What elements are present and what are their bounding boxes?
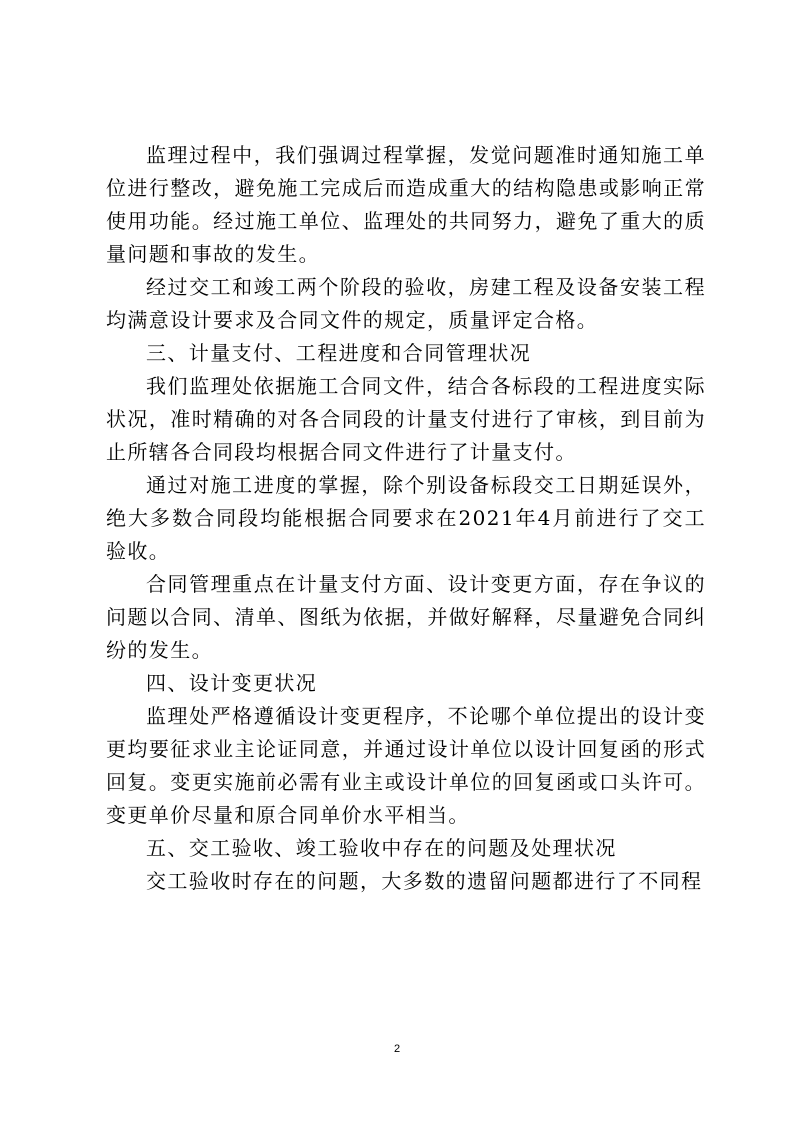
- paragraph-design-change-procedure: 监理处严格遵循设计变更程序，不论哪个单位提出的设计变更均要征求业主论证同意，并通过设计单位以设计回复函的形式回复。变更实施前必需有业主或设计单位的回复函或口头许可。变更单价尽量和原合同单价水平相当。: [106, 704, 706, 827]
- paragraph-acceptance-issues: 交工验收时存在的问题，大多数的遗留问题都进行了不同程: [146, 869, 703, 893]
- document-body: [106, 139, 706, 898]
- section-heading-acceptance-issues: 五、交工验收、竣工验收中存在的问题及处理状况: [146, 836, 617, 860]
- paragraph-contract-management: 合同管理重点在计量支付方面、设计变更方面，存在争议的问题以合同、清单、图纸为依据，并做好解释，尽量避免合同纠纷的发生。: [106, 572, 706, 662]
- paragraph-payment-review: 我们监理处依据施工合同文件，结合各标段的工程进度实际状况，准时精确的对各合同段的计量支付进行了审核，到目前为止所辖各合同段均根据合同文件进行了计量支付。: [106, 374, 706, 464]
- paragraph-schedule-control: 通过对施工进度的掌握，除个别设备标段交工日期延误外，绝大多数合同段均能根据合同要求在2021年4月前进行了交工验收。: [106, 473, 706, 563]
- paragraph-acceptance-result: 经过交工和竣工两个阶段的验收，房建工程及设备安装工程均满意设计要求及合同文件的规定，质量评定合格。: [106, 275, 706, 332]
- section-heading-design-change: 四、设计变更状况: [146, 671, 318, 695]
- section-heading-payment-progress-contract: 三、计量支付、工程进度和合同管理状况: [146, 341, 532, 365]
- page-number: 2: [393, 1043, 401, 1055]
- paragraph-supervision-process: 监理过程中，我们强调过程掌握，发觉问题准时通知施工单位进行整改，避免施工完成后而造成重大的结构隐患或影响正常使用功能。经过施工单位、监理处的共同努力，避免了重大的质量问题和事故的发生。: [106, 143, 706, 266]
